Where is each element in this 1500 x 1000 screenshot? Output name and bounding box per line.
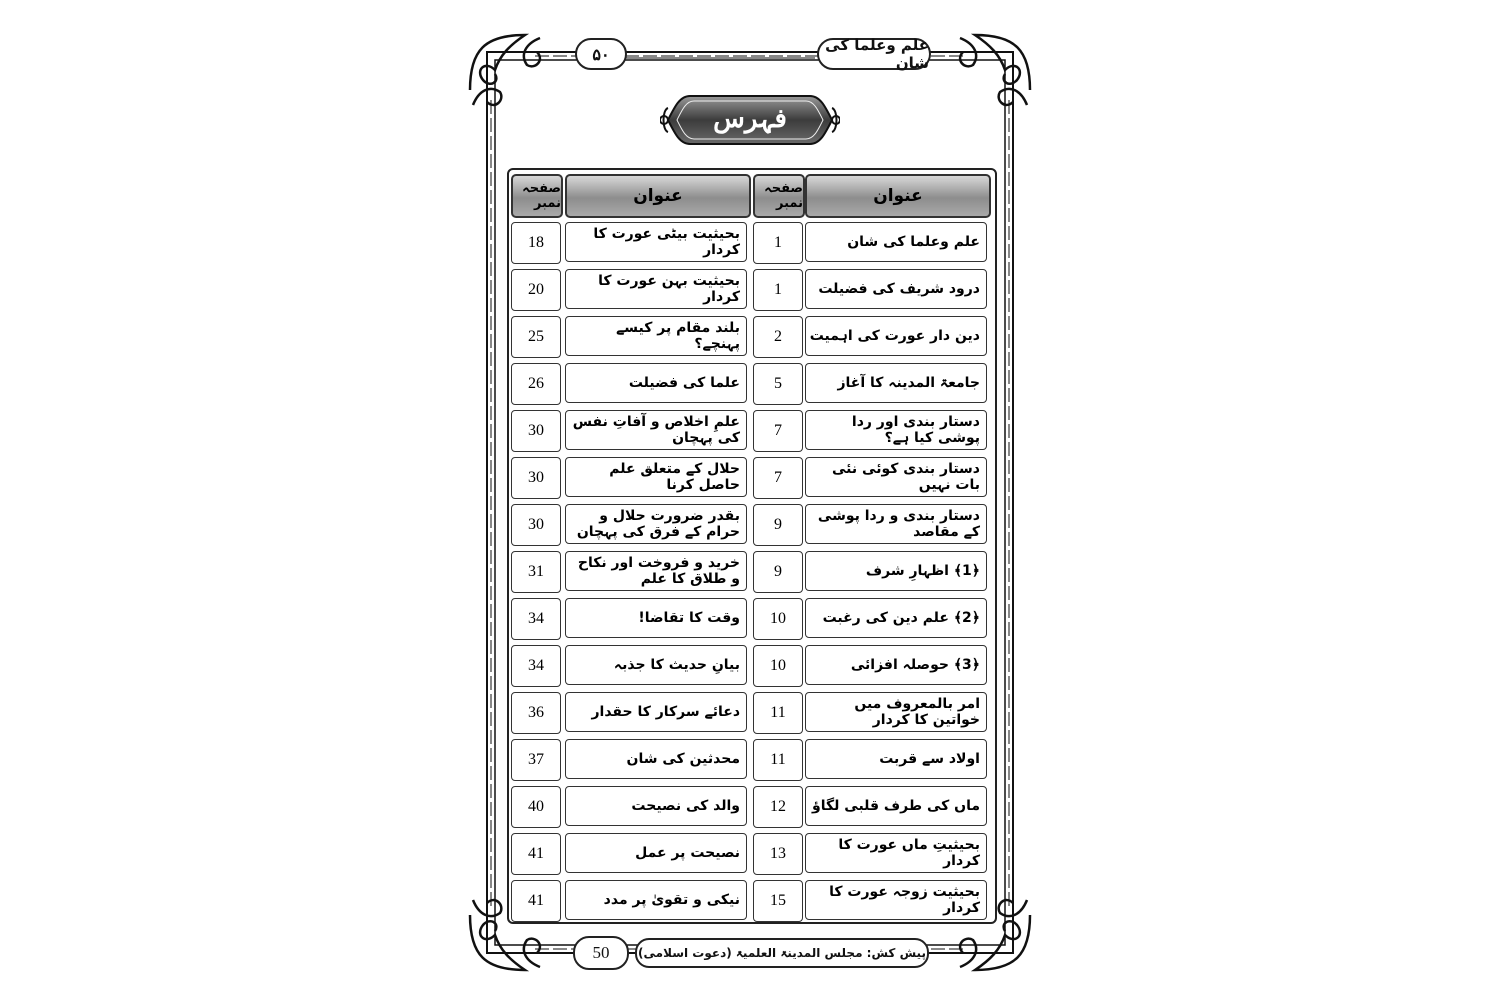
left-title-header: عنوان [565,174,751,218]
entry-title: بحیثیت زوجہ عورت کا کردار [805,880,987,920]
entry-page: 36 [511,692,561,734]
entry-page: 30 [511,457,561,499]
entry-title: درود شریف کی فضیلت [805,269,987,309]
entry-page: 12 [753,786,803,828]
entry-title: اولاد سے قربت [805,739,987,779]
entry-page: 37 [511,739,561,781]
entry-page: 18 [511,222,561,264]
entry-page: 31 [511,551,561,593]
table-of-contents [507,168,997,924]
entry-title: نصیحت پر عمل [565,833,747,873]
entry-title: دعائے سرکار کا حقدار [565,692,747,732]
entry-page: 11 [753,692,803,734]
right-page-header: صفحہ نمبر [753,174,805,218]
entry-title: امر بالمعروف میں خواتین کا کردار [805,692,987,732]
entry-page: 20 [511,269,561,311]
entry-page: 9 [753,551,803,593]
entry-page: 15 [753,880,803,922]
entry-page: 10 [753,645,803,687]
entry-title: ﴿3﴾ حوصلہ افزائی [805,645,987,685]
entry-page: 40 [511,786,561,828]
publisher-credit: پیش کش: مجلس المدینۃ العلمیۃ (دعوت اسلامی) [635,938,929,968]
entry-title: نیکی و تقویٰ پر مدد [565,880,747,920]
entry-title: خرید و فروخت اور نکاح و طلاق کا علم [565,551,747,591]
entry-title: حلال کے متعلق علم حاصل کرنا [565,457,747,497]
entry-title: دستار بندی کوئی نئی بات نہیں [805,457,987,497]
entry-page: 13 [753,833,803,875]
entry-title: علم وعلما کی شان [805,222,987,262]
entry-title: دین دار عورت کی اہمیت [805,316,987,356]
index-title: فہرس [713,104,787,134]
entry-title: بحیثیت بہن عورت کا کردار [565,269,747,309]
entry-page: 11 [753,739,803,781]
entry-title: علما کی فضیلت [565,363,747,403]
entry-title: جامعۃ المدینہ کا آغاز [805,363,987,403]
entry-title: محدثین کی شان [565,739,747,779]
entry-page: 34 [511,645,561,687]
book-title: علم وعلما کی شان [817,38,931,70]
entry-title: بحیثیت بیٹی عورت کا کردار [565,222,747,262]
entry-page: 5 [753,363,803,405]
entry-page: 1 [753,269,803,311]
entry-page: 7 [753,457,803,499]
book-page [465,30,1035,975]
entry-page: 10 [753,598,803,640]
entry-title: دستار بندی اور ردا پوشی کیا ہے؟ [805,410,987,450]
entry-title: ﴿2﴾ علم دین کی رغبت [805,598,987,638]
entry-page: 26 [511,363,561,405]
entry-title: وقت کا تقاضا! [565,598,747,638]
entry-title: بیانِ حدیث کا جذبہ [565,645,747,685]
entry-title: علمِ اخلاص و آفاتِ نفس کی پہچان [565,410,747,450]
entry-title: دستار بندی و ردا پوشی کے مقاصد [805,504,987,544]
entry-title: بحیثیتِ ماں عورت کا کردار [805,833,987,873]
entry-page: 41 [511,880,561,922]
entry-page: 30 [511,504,561,546]
entry-title: بلند مقام پر کیسے پہنچے؟ [565,316,747,356]
entry-title: ﴿1﴾ اظہارِ شرف [805,551,987,591]
left-page-header: صفحہ نمبر [511,174,563,218]
entry-title: بقدر ضرورت حلال و حرام کے فرق کی پہچان [565,504,747,544]
entry-page: 2 [753,316,803,358]
entry-title: ماں کی طرف قلبی لگاؤ [805,786,987,826]
entry-page: 41 [511,833,561,875]
footer-page-number: 50 [573,936,629,970]
right-title-header: عنوان [805,174,991,218]
entry-page: 30 [511,410,561,452]
header-page-number: ۵۰ [575,38,627,70]
entry-page: 1 [753,222,803,264]
entry-title: والد کی نصیحت [565,786,747,826]
entry-page: 25 [511,316,561,358]
entry-page: 9 [753,504,803,546]
entry-page: 7 [753,410,803,452]
entry-page: 34 [511,598,561,640]
